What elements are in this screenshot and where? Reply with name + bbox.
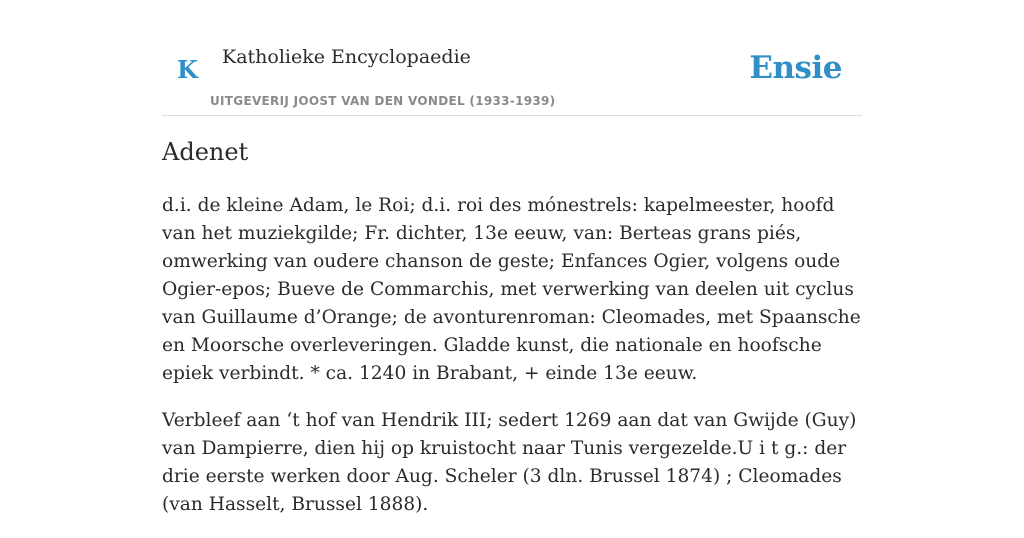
article-title: Adenet (162, 138, 249, 166)
publisher-subtitle: UITGEVERIJ JOOST VAN DEN VONDEL (1933-1939) (210, 94, 556, 108)
publication-title[interactable]: Katholieke Encyclopaedie (222, 46, 471, 68)
brand-logo[interactable]: Ensie (749, 50, 842, 86)
article-paragraph: d.i. de kleine Adam, le Roi; d.i. roi des mónestrels: kapelmeester, hoofd van het muziekgilde; Fr. dichter, 13e eeuw, van: Berteas grans piés, omwerking van oudere chanson de geste; Enfances Ogier, volgens oude Ogier-epos; Bueve de Commarchis, met verwerking van deelen uit cyclus van Guillaume d’Orange; de avonturenroman: Cleomades, met Spaansche en Moorsche overleveringen. Gladde kunst, die nationale en hoofsche epiek verbindt. * ca. 1240 in Brabant, + einde 13e eeuw. (162, 195, 861, 384)
article-body (162, 192, 864, 538)
site-header (162, 0, 862, 116)
page-container (162, 0, 862, 515)
encyclopedia-logo[interactable]: K (177, 55, 198, 84)
article-paragraph: Verbleef aan ‘t hof van Hendrik III; sedert 1269 aan dat van Gwijde (Guy) van Dampierre, dien hij op kruistocht naar Tunis vergezelde.U i t g.: der drie eerste werken door Aug. Scheler (3 dln. Brussel 1874) ; Cleomades (van Hasselt, Brussel 1888). (162, 410, 857, 515)
